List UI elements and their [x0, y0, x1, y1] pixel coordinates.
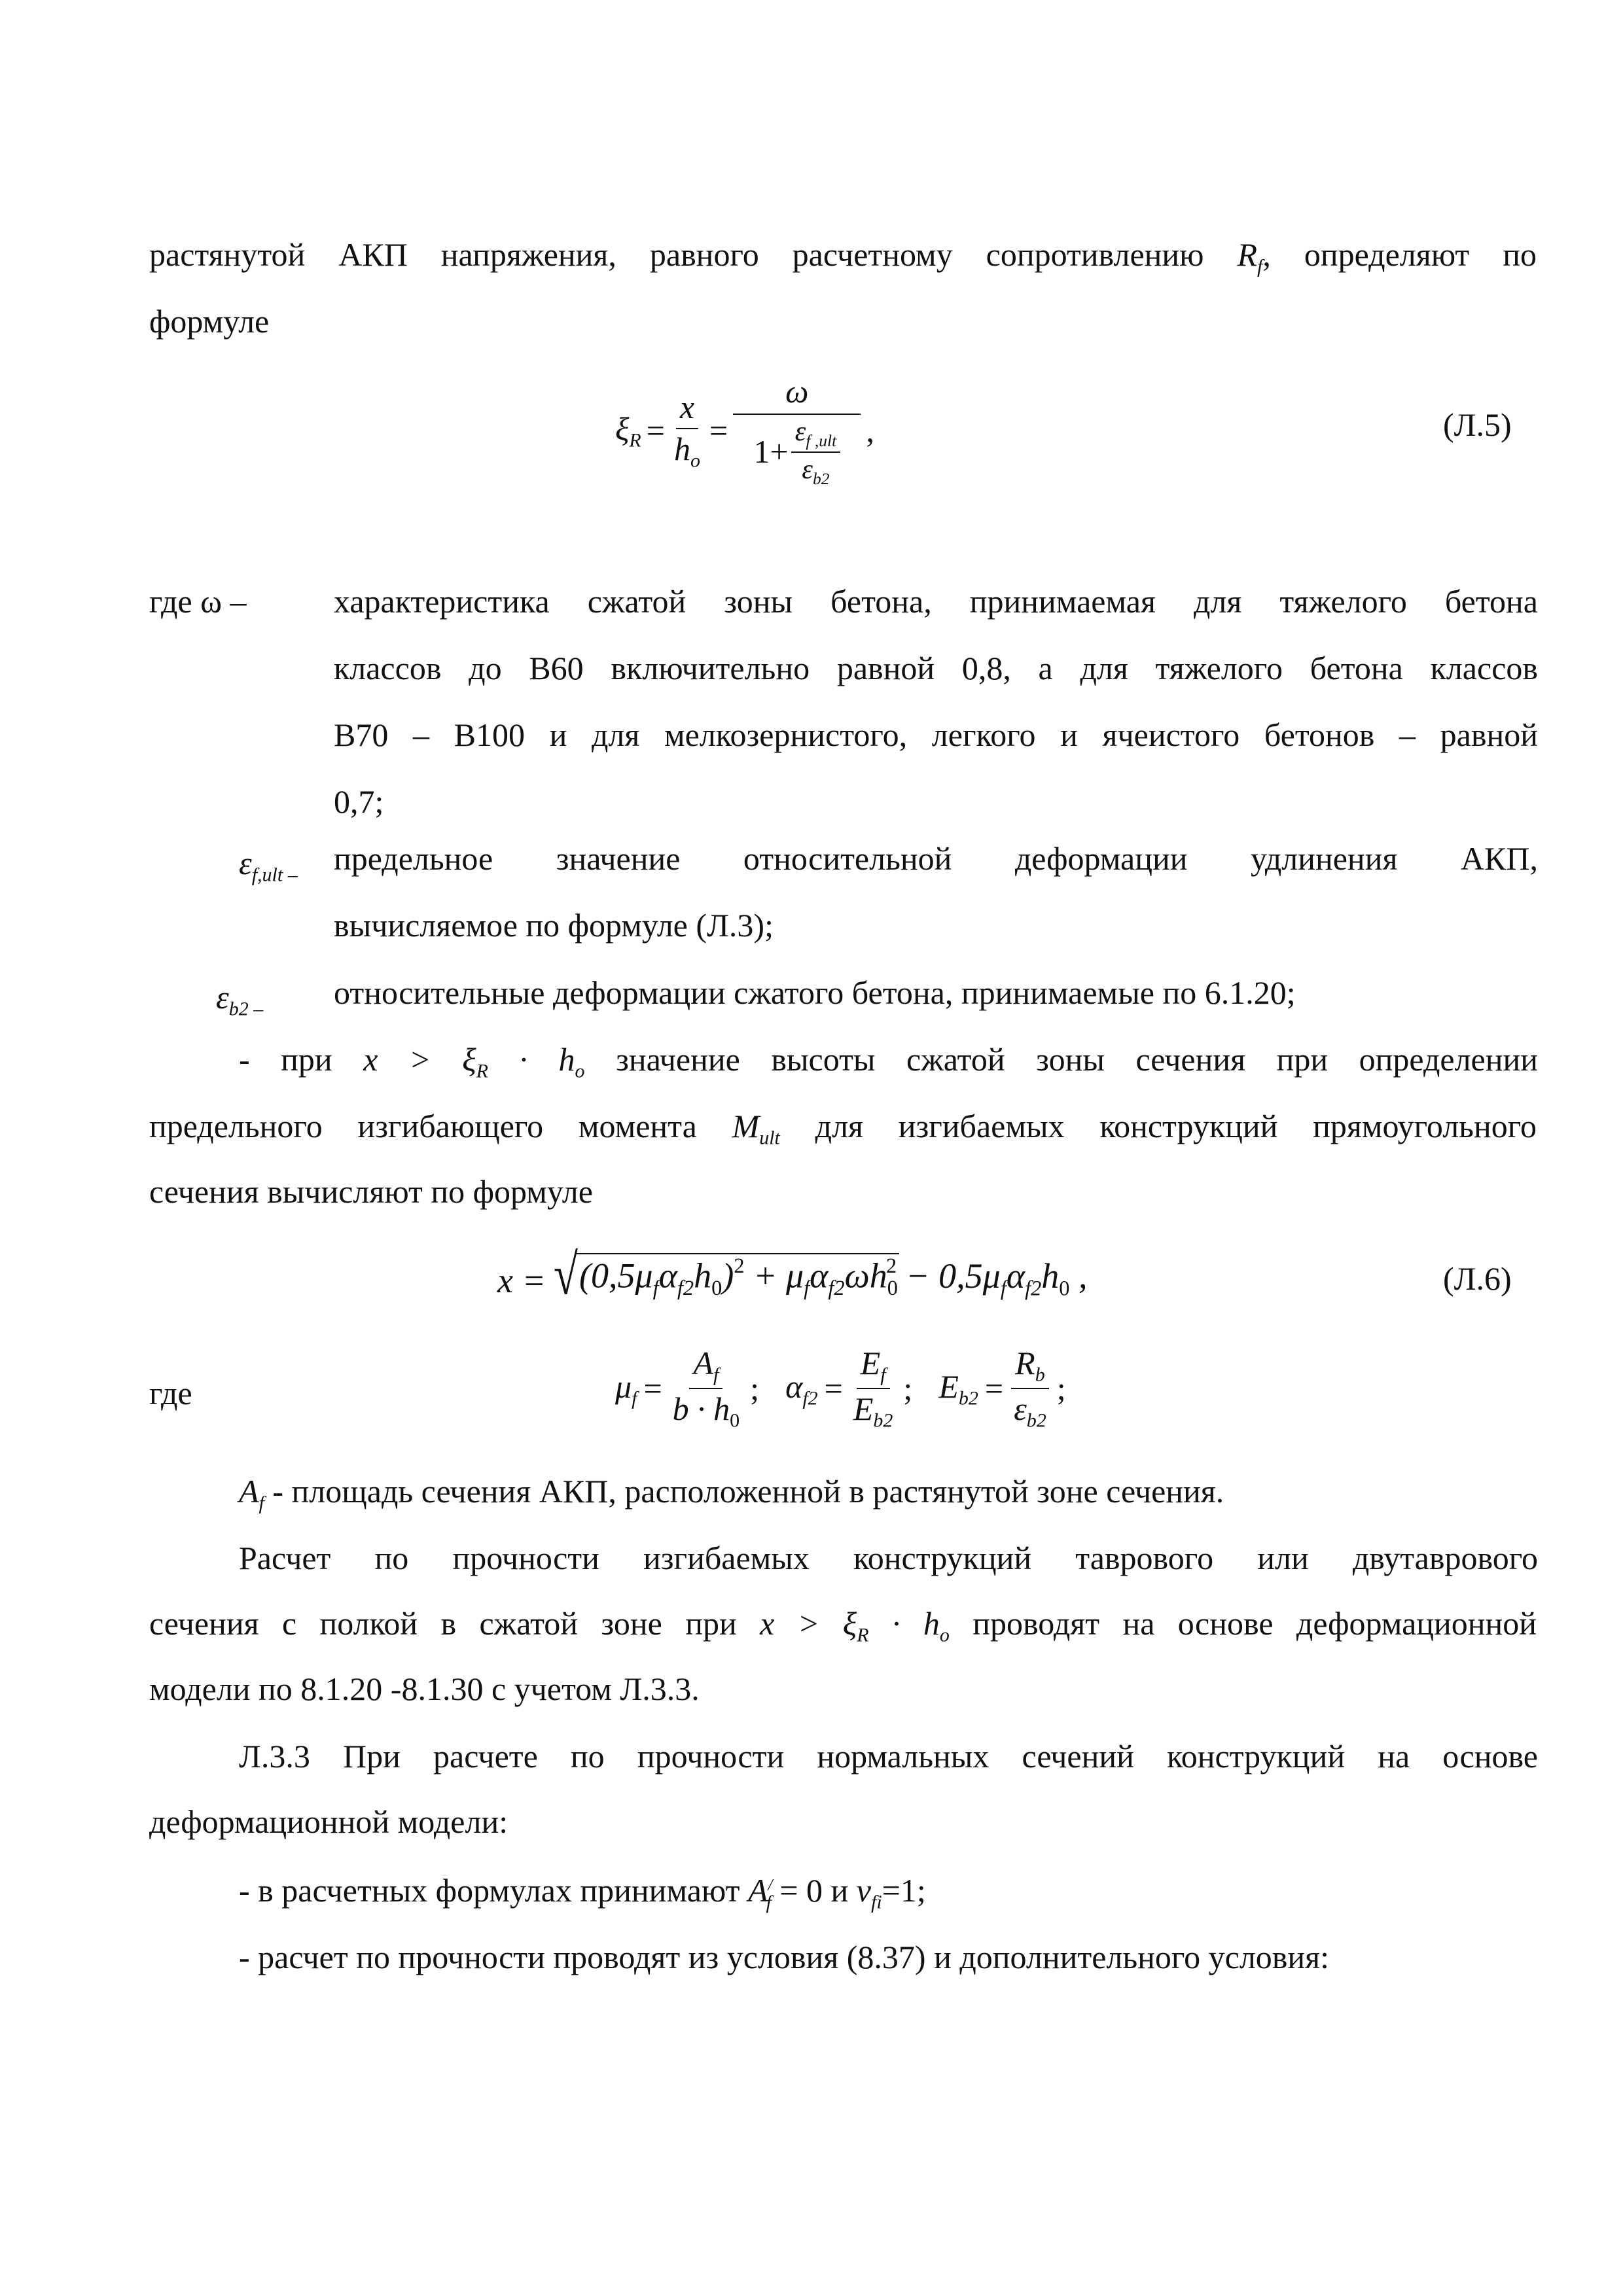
para2-line2 — [149, 1107, 1537, 1150]
def-line: 0,7; — [334, 783, 384, 820]
para4-line2 — [149, 1604, 1537, 1647]
text: сечения с полкой в сжатой зоне при — [149, 1605, 737, 1642]
fraction-Rb-epsb2: $\frac{R_b}{\varepsilon_{b2}}$ — [1010, 1345, 1050, 1432]
text: , определяют по — [1262, 236, 1537, 273]
text: значение высоты сжатой зоны сечения при определении — [616, 1041, 1539, 1078]
fraction-x-h: $\frac{x}{h_o}$ — [673, 389, 700, 472]
radical-sign: √ — [553, 1243, 578, 1307]
equation-L5 — [615, 373, 874, 488]
symbol-R: $R_f$ — [1237, 236, 1263, 277]
text: - площадь сечения АКП, расположенной в растянутой зоне сечения. — [272, 1473, 1224, 1510]
para6 — [239, 1871, 926, 1914]
def-omega-text — [334, 582, 1538, 821]
equation-L6 — [497, 1243, 1088, 1307]
symbol-M-ult: $M_{ult}$ — [732, 1108, 780, 1149]
equals: = — [646, 412, 665, 449]
def-line: вычисляемое по формуле (Л.3); — [334, 907, 774, 944]
text: - в расчетных формулах принимают — [239, 1872, 740, 1909]
para5-line1: Л.3.3 При расчете по прочности нормальных сечений конструкций на основе — [239, 1738, 1538, 1775]
def-line: В70 – В100 и для мелкозернистого, легкого и ячеистого бетонов – равной — [334, 716, 1538, 753]
where2-formulas: $\mu_f$ = $\frac{A_f}{b \cdot h_0}$ ; $\alpha_{f2}$ = $\frac{E_f}{E_{b2}}$ ; $E_{b2}$ = $\frac{R_b}{\varepsilon_{b2}}$ ; — [615, 1345, 1066, 1432]
text: растянутой АКП напряжения, равного расчетному сопротивлению — [149, 236, 1204, 273]
para4-line3: модели по 8.1.20 -8.1.30 с учетом Л.3.3. — [149, 1670, 700, 1707]
equation-number-L6: (Л.6) — [1443, 1260, 1512, 1297]
lhs: x = — [497, 1261, 546, 1300]
math-x-gt-xiR-h: $x > \xi_R \cdot h_o$ — [363, 1041, 585, 1082]
math-x-gt-xiR-h: $x > \xi_R \cdot h_o$ — [760, 1605, 950, 1646]
para1-line1 — [149, 236, 1537, 278]
comma: , — [866, 412, 874, 449]
para2-line1 — [239, 1040, 1538, 1083]
para4-line1: Расчет по прочности изгибаемых конструкций таврового или двутаврового — [239, 1540, 1538, 1576]
symbol-Af: $A_f$ — [239, 1473, 264, 1514]
para7: - расчет по прочности проводят из условия (8.37) и дополнительного условия: — [239, 1939, 1330, 1975]
symbol-Af-prime: $A^/_f$ — [747, 1872, 773, 1913]
para2-line3: сечения вычисляют по формуле — [149, 1173, 593, 1210]
E-b2: $E_{b2}$ — [938, 1368, 978, 1409]
def-line: классов до В60 включительно равной 0,8, а для тяжелого бетона классов — [334, 650, 1538, 686]
def-epsb2-label: $\varepsilon_{b2 -}$ — [216, 979, 264, 1020]
para5-line2: деформационной модели: — [149, 1803, 508, 1840]
mu-f: $\mu_f$ — [615, 1368, 637, 1409]
xi-R: $\xi_R$ — [615, 410, 641, 451]
text: предельного изгибающего момента — [149, 1108, 697, 1144]
text: =1; — [882, 1872, 926, 1909]
para3 — [239, 1472, 1224, 1515]
def-epsf-label: $\varepsilon_{f,ult -}$ — [239, 845, 298, 886]
fraction-Af-bh: $\frac{A_f}{b \cdot h_0}$ — [672, 1345, 740, 1432]
text: - при — [239, 1041, 332, 1078]
text: = 0 и — [779, 1872, 849, 1909]
radicand: $(0,5\mu_f\alpha_{f2}h_0)^2 + \mu_f\alpha_{f2}\omega h_0^2$ — [577, 1253, 899, 1301]
text: для изгибаемых конструкций прямоугольного — [815, 1108, 1537, 1144]
text: проводят на основе деформационной — [972, 1605, 1537, 1642]
fraction-Ef-Eb2: $\frac{E_f}{E_{b2}}$ — [853, 1345, 893, 1432]
alpha-f2: $\alpha_{f2}$ — [785, 1368, 818, 1409]
tail: − $0,5\mu_f\alpha_{f2}h_0$ , — [906, 1256, 1088, 1300]
def-line: характеристика сжатой зоны бетона, принимаемая для тяжелого бетона — [334, 583, 1538, 620]
fraction-omega: ω 1+ $\frac{\varepsilon_{f ,ult}}{\varepsilon_{b2}}$ — [733, 373, 861, 488]
where2-label: где — [149, 1375, 192, 1411]
def-epsf-text — [334, 839, 1538, 944]
def-line: предельное значение относительной деформации удлинения АКП, — [334, 840, 1538, 877]
def-epsb2-text: относительные деформации сжатого бетона, принимаемые по 6.1.20; — [334, 974, 1296, 1011]
equals: = — [709, 412, 728, 449]
def-omega-label: где ω – — [149, 583, 247, 620]
symbol-nu-fi: $\nu_{fi}$ — [856, 1872, 882, 1913]
equation-number-L5: (Л.5) — [1443, 406, 1512, 443]
para1-line2: формуле — [149, 303, 270, 340]
